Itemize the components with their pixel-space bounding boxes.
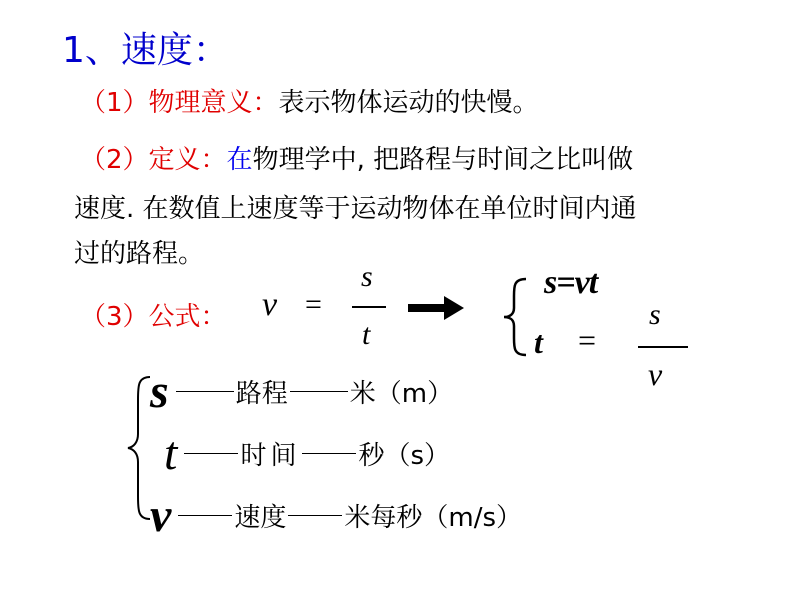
unit-time: 秒（s） [358, 441, 450, 471]
derived-equals: = [578, 322, 597, 358]
dash-separator [290, 391, 348, 392]
formula-denominator-t: t [362, 318, 371, 351]
unit-symbol-t: t [164, 427, 178, 480]
right-arrow-icon [408, 296, 464, 320]
formula-v: v [262, 286, 278, 323]
page-title: 1、速度： [62, 30, 229, 71]
left-brace-icon [500, 276, 530, 358]
item-meaning-label: （1）物理意义： [80, 88, 279, 118]
dash-separator [302, 453, 356, 454]
unit-row-time [164, 426, 450, 481]
formula-numerator-s: s [361, 260, 373, 293]
item-definition [80, 139, 633, 176]
derived-fraction-bar [638, 346, 688, 348]
item-meaning [80, 82, 539, 119]
unit-symbol-s: s [150, 365, 169, 418]
unit-name-speed: 速度 [234, 503, 287, 533]
item-formula-label: （3）公式： [80, 302, 227, 332]
dash-separator [184, 453, 238, 454]
unit-name-time: 时间 [240, 441, 301, 471]
unit-distance: 米（m） [349, 379, 454, 409]
unit-speed: 米每秒（m/s） [344, 503, 523, 533]
unit-symbol-v: v [150, 489, 172, 542]
derived-denominator-v: v [648, 356, 663, 392]
item-meaning-text: 表示物体运动的快慢。 [278, 88, 539, 118]
item-definition-text-1: 物理学中, 把路程与时间之比叫做 [252, 145, 634, 175]
dash-separator [176, 391, 234, 392]
item-definition-text-2: 速度. 在数值上速度等于运动物体在单位时间内通 [74, 194, 637, 224]
item-definition-label: （2）定义： [80, 145, 227, 175]
formula-equals: = [305, 288, 322, 321]
formula-fraction-bar [352, 306, 386, 308]
derived-eq-svt: s=vt [544, 264, 598, 301]
derived-t: t [534, 324, 543, 360]
unit-row-distance [150, 364, 453, 419]
dash-separator [178, 515, 232, 516]
derived-numerator-s: s [649, 298, 661, 331]
dash-separator [288, 515, 342, 516]
item-definition-highlight: 在 [226, 145, 253, 175]
unit-row-speed [150, 488, 522, 543]
item-definition-text-3: 过的路程。 [74, 239, 205, 269]
unit-name-distance: 路程 [235, 379, 288, 409]
